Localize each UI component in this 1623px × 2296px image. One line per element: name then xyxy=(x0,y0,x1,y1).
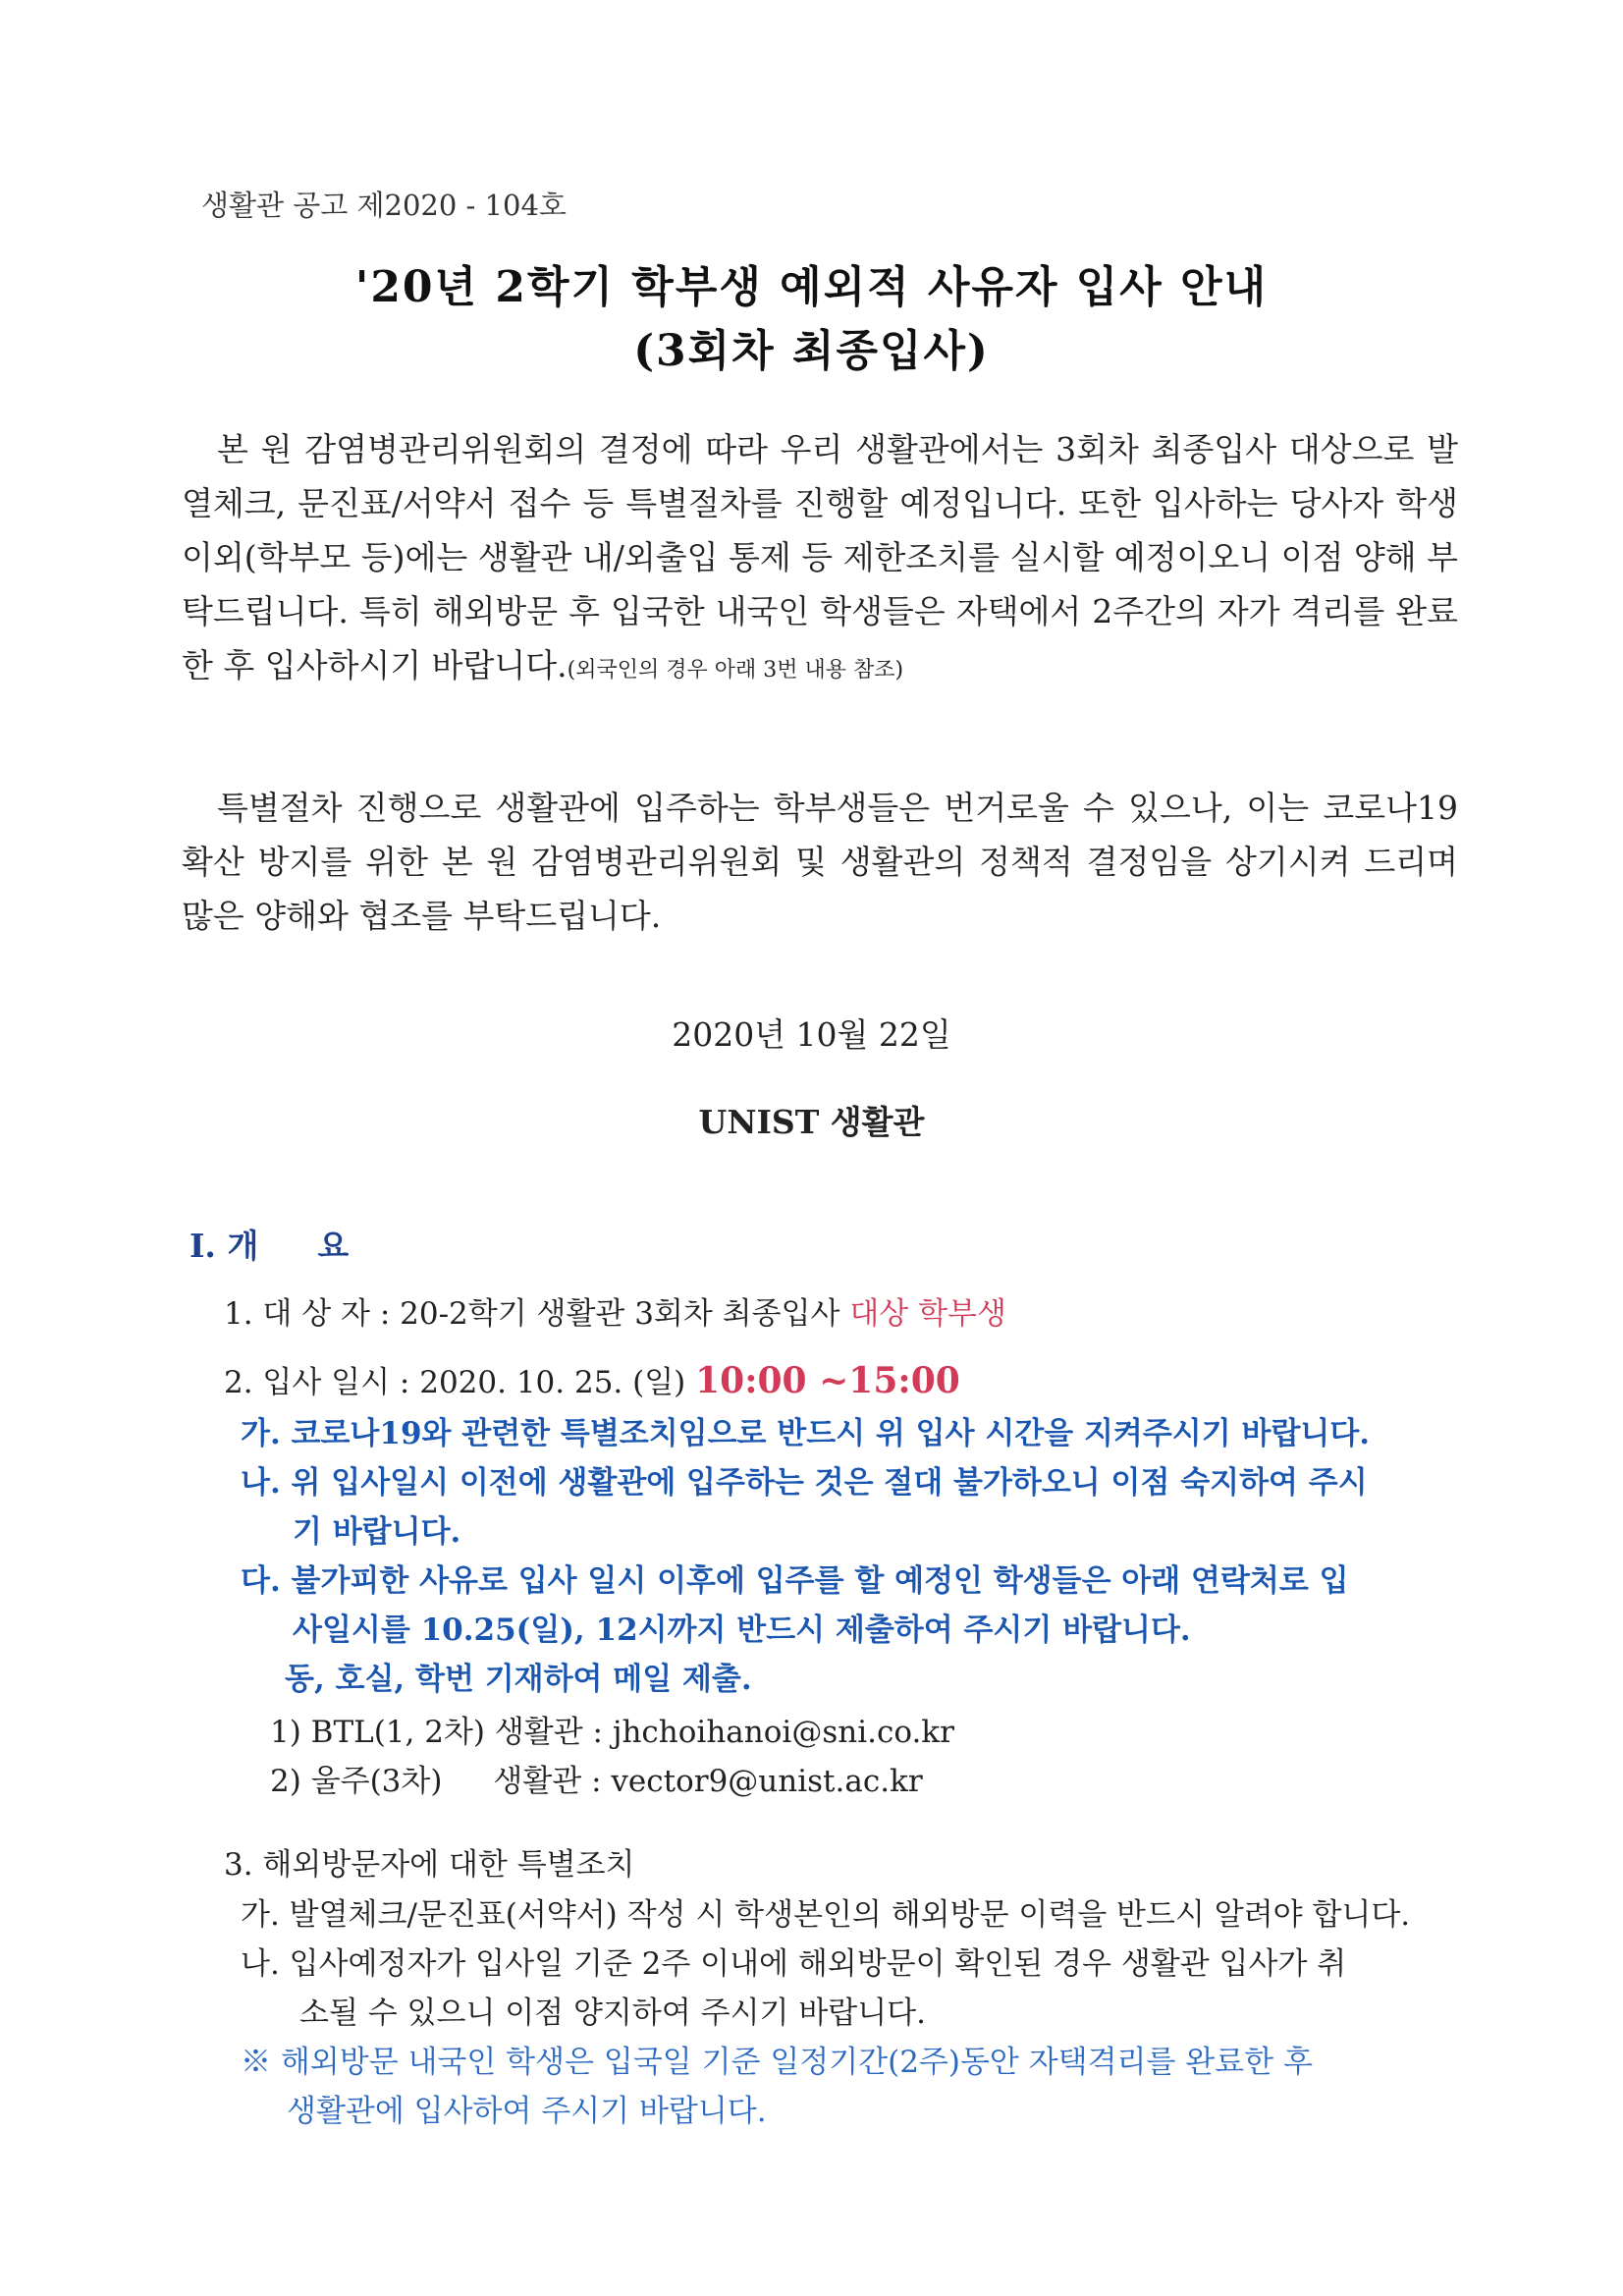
intro-paragraph-2: 특별절차 진행으로 생활관에 입주하는 학부생들은 번거로울 수 있으나, 이는 코로나19 확산 방지를 위한 본 원 감염병관리위원회 및 생활관의 정책적 결정임을 상기시켜 드리며 많은 양해와 협조를 부탁드립니다. xyxy=(182,789,1458,935)
section-heading-overview xyxy=(189,1221,349,1267)
section-title-part-2: 요 xyxy=(317,1227,350,1265)
contact-ulju-mid: 생활관 : xyxy=(493,1764,612,1799)
contact-btl xyxy=(270,1707,954,1751)
contact-ulju-email: vector9@unist.ac.kr xyxy=(611,1764,923,1799)
contact-ulju xyxy=(270,1756,923,1800)
item-schedule-text: 2. 입사 일시 : 2020. 10. 25. (일) xyxy=(224,1365,696,1400)
overseas-note-ga: 가. 발열체크/문진표(서약서) 작성 시 학생본인의 해외방문 이력을 반드시 알려야 합니다. xyxy=(241,1897,1411,1933)
document-subtitle: (3회차 최종입사) xyxy=(633,326,990,376)
schedule-note-da-line-1: 다. 불가피한 사유로 입사 일시 이후에 입주를 할 예정인 학생들은 아래 연락처로 입 xyxy=(241,1563,1349,1599)
document-title: '20년 2학기 학부생 예외적 사유자 입사 안내 xyxy=(354,262,1269,312)
schedule-note-na-line-1: 나. 위 입사일시 이전에 생활관에 입주하는 것은 절대 불가하오니 이점 숙지하여 주시 xyxy=(241,1465,1368,1501)
overseas-note-na-line-1: 나. 입사예정자가 입사일 기준 2주 이내에 해외방문이 확인된 경우 생활관 입사가 취 xyxy=(241,1946,1347,1982)
schedule-note-ga: 가. 코로나19와 관련한 특별조치임으로 반드시 위 입사 시간을 지켜주시기 바랍니다. xyxy=(241,1416,1371,1451)
intro-paragraph-1-text: 본 원 감염병관리위원회의 결정에 따라 우리 생활관에서는 3회차 최종입사 대상으로 발열체크, 문진표/서약서 접수 등 특별절차를 진행할 예정입니다. 또한 입사하는 당사자 학생 이외(학부모 등)에는 생활관 내/외출입 통제 등 제한조치를 실시할 예정이오니 이점 양해 부탁드립니다. 특히 해외방문 후 입국한 내국인 학생들은 자택에서 2주간의 자가 격리를 완료한 후 입사하시기 바랍니다. xyxy=(182,430,1458,684)
notice-number: 생활관 공고 제2020 - 104호 xyxy=(201,189,567,222)
contact-btl-label: 1) BTL(1, 2차) 생활관 : xyxy=(270,1715,613,1750)
schedule-note-da-line-2: 사일시를 10.25(일), 12시까지 반드시 제출하여 주시기 바랍니다. xyxy=(293,1613,1191,1648)
notice-date: 2020년 10월 22일 xyxy=(672,1015,951,1054)
overseas-reference-note-line-1: ※ 해외방문 내국인 학생은 입국일 기준 일정기간(2주)동안 자택격리를 완료한 후 xyxy=(241,2045,1313,2080)
schedule-note-da-line-3: 동, 호실, 학번 기재하여 메일 제출. xyxy=(285,1662,752,1697)
item-overseas-heading: 3. 해외방문자에 대한 특별조치 xyxy=(224,1847,635,1883)
item-schedule-time: 10:00 ~15:00 xyxy=(695,1360,960,1401)
overseas-note-na-line-2: 소될 수 있으니 이점 양지하여 주시기 바랍니다. xyxy=(299,1995,926,2031)
item-target-highlight: 대상 학부생 xyxy=(849,1296,1006,1332)
section-number: Ⅰ. xyxy=(189,1227,216,1265)
overseas-reference-note-line-2: 생활관에 입사하여 주시기 바랍니다. xyxy=(287,2094,767,2129)
schedule-note-na-line-2: 기 바랍니다. xyxy=(293,1514,461,1550)
item-schedule xyxy=(224,1357,960,1401)
item-target-text: 1. 대 상 자 : 20-2학기 생활관 3회차 최종입사 xyxy=(224,1296,850,1332)
section-title-part-1: 개 xyxy=(227,1227,259,1265)
contact-ulju-label: 2) 울주(3차) xyxy=(270,1764,443,1799)
issuing-organization: UNIST 생활관 xyxy=(698,1103,925,1141)
intro-paragraph-1-note: (외국인의 경우 아래 3번 내용 참조) xyxy=(567,658,904,683)
contact-btl-email: jhchoihanoi@sni.co.kr xyxy=(612,1715,954,1750)
item-target xyxy=(224,1288,1006,1333)
intro-paragraph-1 xyxy=(182,422,1458,697)
